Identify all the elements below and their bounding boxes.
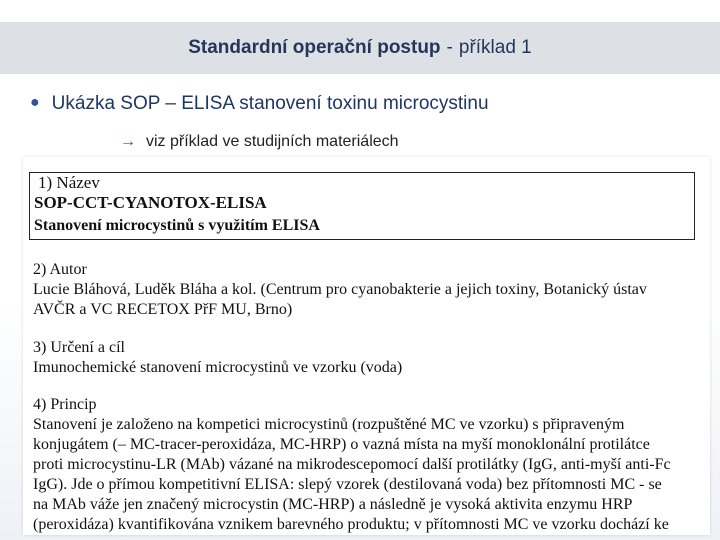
sop-code: SOP-CCT-CYANOTOX-ELISA — [34, 193, 267, 212]
slide-title-sub: příklad 1 — [458, 37, 532, 58]
slide-title — [0, 22, 720, 74]
sub-bullet-item — [120, 133, 399, 151]
section-2-heading: 2) Autor — [33, 261, 87, 278]
sop-title: Stanovení microcystinů s využitím ELISA — [34, 217, 320, 234]
section-2-line-2: AVČR a VC RECETOX PřF MU, Brno) — [33, 301, 293, 318]
section-2-line-1: Lucie Bláhová, Luděk Bláha a kol. (Centrum pro cyanobakterie a jejich toxiny, Botanický ústav — [33, 281, 647, 298]
section-3-heading: 3) Určení a cíl — [33, 339, 125, 356]
name-section-box — [29, 172, 695, 240]
bullet-item — [30, 93, 489, 115]
bullet-text: Ukázka SOP – ELISA stanovení toxinu microcystinu — [51, 93, 489, 114]
sub-bullet-text: viz příklad ve studijních materiálech — [146, 133, 399, 150]
slide-title-main: Standardní operační postup — [188, 37, 441, 58]
section-4-line-5: na MAb váže jen značený microcystin (MC-HRP) a následně je vysoká aktivita enzymu HRP — [33, 496, 633, 513]
slide-title-separator: - — [446, 37, 453, 58]
section-4-heading: 4) Princip — [33, 396, 97, 413]
section-4-line-3: proti microcystinu-LR (MAb) vázané na mikrodescepomocí další protilátky (IgG, anti-myší anti-Fc — [33, 456, 671, 473]
section-4-line-6: (peroxidáza) kvantifikována vznikem barevného produktu; v přítomnosti MC ve vzorku dochází ke — [33, 516, 669, 533]
document-excerpt — [23, 157, 710, 535]
section-4-line-1: Stanovení je založeno na kompetici microcystinů (rozpuštěné MC ve vzorku) s připraveným — [33, 416, 625, 433]
section-3-line-1: Imunochemické stanovení microcystinů ve vzorku (voda) — [33, 359, 403, 376]
section-1-heading: 1) Název — [38, 173, 100, 192]
arrow-right-icon: → — [120, 133, 136, 150]
section-4-line-4: IgG). Jde o přímou kompetitivní ELISA: slepý vzorek (destilovaná voda) bez přítomnosti MC - se — [33, 476, 662, 493]
section-4-line-2: konjugátem (– MC-tracer-peroxidáza, MC-HRP) o vazná místa na myší monoklonální protilátce — [33, 436, 650, 453]
bullet-dot-icon: ● — [30, 94, 40, 111]
